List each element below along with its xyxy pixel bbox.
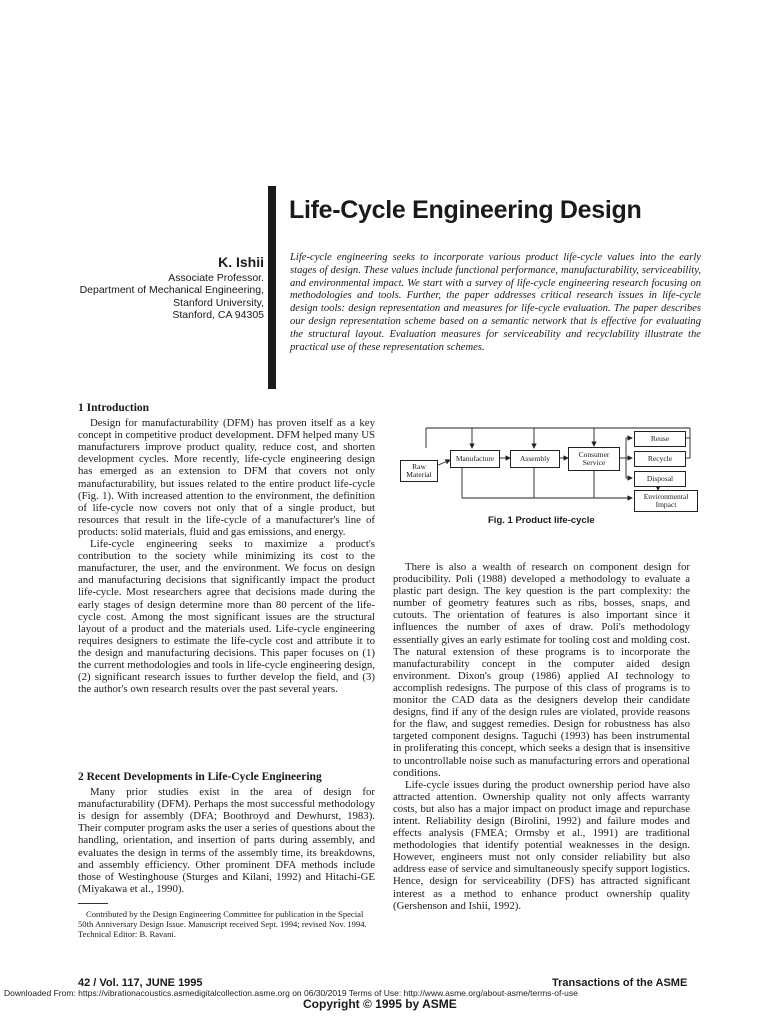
paper-title: Life-Cycle Engineering Design (289, 196, 642, 224)
footer-journal: Transactions of the ASME (552, 977, 688, 989)
author-block (24, 256, 264, 322)
paragraph: There is also a wealth of research on component design for producibility. Poli (1988) developed a methodology to evaluate a plastic part design. The key question is the part complexity: the number of geometry features such as ribs, bosses, snaps, and cutouts. The orientation of features is also important since it influences the number of axes of draw. Poli's methodology essentially gives an early estimate for tooling cost and molding cost. The natural extension of these programs is to incorporate the manufacturability concept in the computer aided design environment. Dixon's group (1986) applied AI technology to accomplish redesigns. The purpose of this class of programs is to monitor the CAD data as the designers develop their candidate designs, find if any of the design rules are violated, provide reasons for the flaw, and suggest remedies. Design for robustness has also targeted component designs. Taguchi (1993) has been instrumental in proliferating this concept, which seeks a design that is insensitive to uncontrollable noise such as manufacturing errors and operational conditions. (393, 561, 690, 779)
box-assembly: Assembly (510, 450, 560, 468)
box-disposal: Disposal (634, 471, 686, 487)
section-recent-developments (78, 771, 375, 895)
abstract: Life-cycle engineering seeks to incorporate various product life-cycle values into the early stages of design. These values include functional performance, manufacturability, serviceability, and environmental impact. We start with a survey of life-cycle engineering research focusing on methodologies and tools. Further, the paper addresses critical research issues in life-cycle design tools: design representation and measures for life-cycle evaluation. The paper describes our design representation scheme based on a semantic network that is effective for evaluating the structural layout. Evaluation measures for serviceability and recyclability illustrate the practical use of these representation schemes. (290, 252, 701, 353)
box-recycle: Recycle (634, 451, 686, 467)
footer-page-info: 42 / Vol. 117, JUNE 1995 (78, 977, 203, 989)
author-name: K. Ishii (218, 254, 264, 270)
paragraph: Life-cycle issues during the product ownership period have also attracted attention. Ownership quality not only affects warranty costs, but also has a major impact on product image and repurchase intent. Reliability design (Birolini, 1992) and failure modes and effects analysis (FMEA; Ormsby et al., 1991) are traditional methodologies that identify potential weaknesses in the design. However, engineers must not only consider reliability but also address ease of service and simultaneously specify support logistics. Hence, design for serviceability (DFS) has attracted significant interest as a method to enhance product ownership quality (Gershenson and Ishii, 1992). (393, 778, 690, 912)
figure-product-life-cycle (398, 420, 698, 520)
section-heading: 2 Recent Developments in Life-Cycle Engineering (78, 771, 322, 783)
section-heading: 1 Introduction (78, 402, 150, 414)
box-consumer-service: Consumer Service (568, 447, 620, 471)
author-affiliation-line: Stanford University, (173, 296, 264, 309)
copyright: Copyright © 1995 by ASME (303, 997, 457, 1011)
paragraph: Life-cycle engineering seeks to maximize a product's contribution to the society while minimizing its cost to the manufacturer, the user, and the environment. We focus on design and manufacturing decisions that significantly impact the product life-cycle. Most researchers agree that decisions made during the early stages of design determine more than 80 percent of the life-cycle cost. Among the most significant issues are the structural layout of a product and the materials used. Life-cycle engineering requires designers to estimate the life-cycle cost and attribute it to the design and manufacturing decisions. This paper focuses on (1) the current methodologies and tools in life-cycle engineering design, (2) significant research issues to further develop the field, and (3) the author's own research results over the past several years. (78, 538, 375, 696)
footnote (78, 903, 380, 939)
box-environmental-impact: Environmental Impact (634, 490, 698, 512)
author-affiliation-line: Department of Mechanical Engineering, (79, 284, 264, 296)
right-column-text (393, 561, 690, 912)
title-rule (268, 186, 276, 389)
box-manufacture: Manufacture (450, 450, 500, 468)
author-affiliation-line: Associate Professor. (168, 271, 264, 284)
download-notice[interactable]: Downloaded From: https://vibrationacoustics.asmedigitalcollection.asme.org on 06/30/2019 Terms of Use: http://www.asme.org/about-asme/terms-of-use (4, 988, 578, 998)
footnote-rule (78, 903, 108, 904)
paragraph: Design for manufacturability (DFM) has proven itself as a key concept in competitive product development. DFM helped many US manufacturers improve product quality, reduce cost, and shorten development cycles. More recently, life-cycle engineering design has emerged as an extension to DFM that covers not only manufacturability, but issues related to the entire product life-cycle (Fig. 1). With increased attention to the environment, the definition of life-cycle now covers not only that of a single product, but resources that result in the life-cycle of a manufacturer's line of products: solid materials, fluid and gas emissions, and energy. (78, 417, 375, 538)
paragraph: Many prior studies exist in the area of design for manufacturability (DFM). Perhaps the most successful methodology is design for assembly (DFA; Boothroyd and Dewhurst, 1983). Their computer program asks the user a series of questions about the handling, orientation, and insertion of parts during assembly, and evaluates the design in terms of the assembly time, its breakdowns, and assembly efficiency. Other prominent DFA methods include those of Westinghouse (Sturges and Kilani, 1992) and Hitachi-GE (Miyakawa et al., 1990). (78, 786, 375, 895)
footnote-text: Contributed by the Design Engineering Committee for publication in the Special 50th Anniversary Design Issue. Manuscript received Sept. 1994; revised Nov. 1994. Technical Editor: B. Ravani. (78, 909, 367, 939)
author-affiliation-line: Stanford, CA 94305 (172, 309, 264, 321)
figure-caption: Fig. 1 Product life-cycle (488, 515, 595, 526)
box-raw-material: Raw Material (400, 460, 438, 482)
section-introduction (78, 402, 375, 695)
box-reuse: Reuse (634, 431, 686, 447)
